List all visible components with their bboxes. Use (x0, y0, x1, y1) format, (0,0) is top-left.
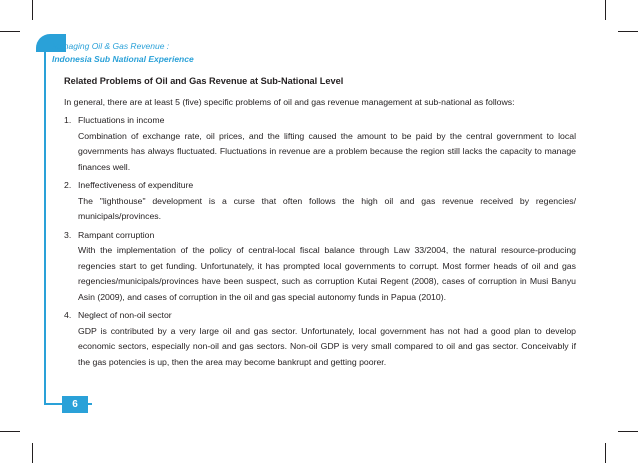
crop-mark-bottom-left-vertical (32, 443, 33, 463)
section-intro: In general, there are at least 5 (five) specific problems of oil and gas revenue management at sub-national as follows: (64, 96, 515, 107)
list-item (64, 113, 576, 175)
list-item-heading: Ineffectiveness of expenditure (78, 180, 194, 190)
section-title: Related Problems of Oil and Gas Revenue at Sub-National Level (64, 76, 344, 86)
list-item-heading: Fluctuations in income (78, 115, 165, 125)
list-item-body: GDP is contributed by a very large oil and gas sector. Unfortunately, local government has not had a good plan to develop economic sectors, especially non-oil and gas sectors. Non-oil GDP is very small compared to oil and gas sector. Conceivably if the gas potencies is up, then the area may become bankrupt and getting poorer. (78, 325, 576, 367)
list-item-number: 2. (64, 180, 72, 190)
running-head (52, 40, 194, 66)
list-item-number: 4. (64, 310, 72, 320)
list-item-heading: Rampant corruption (78, 229, 155, 240)
list-item-body: With the implementation of the policy of central-local fiscal balance through Law 33/2004, the natural resource-producing regencies start to get funding. Unfortunately, it has prompted local governments to corrupt. Most former heads of oil and gas regencies/municipals/provinces have been suspect, such as corruption Kutai Regent (2008), cases of corruption in Musi Banyu Asin (2009), and cases of corruption in the oil and gas special autonomy funds in Papua (2010). (78, 245, 576, 302)
running-head-subtitle: Indonesia Sub National Experience (52, 54, 194, 64)
side-accent-rule (44, 52, 46, 405)
list-item (64, 178, 576, 225)
page-content (64, 74, 576, 373)
list-item-number: 1. (64, 115, 72, 125)
crop-mark-top-left-vertical (32, 0, 33, 20)
list-item (64, 228, 576, 306)
crop-mark-top-left-horizontal (0, 31, 20, 32)
list-item-body: The "lighthouse" development is a curse that often follows the high oil and gas revenue received by regencies/ municipals/provinces. (78, 195, 576, 221)
page-number: 6 (62, 396, 88, 413)
crop-mark-top-right-horizontal (618, 31, 638, 32)
running-head-title: Managing Oil & Gas Revenue : (52, 41, 170, 51)
list-item (64, 308, 576, 370)
list-item-number: 3. (64, 229, 72, 240)
crop-mark-bottom-left-horizontal (0, 431, 20, 432)
crop-mark-bottom-right-vertical (605, 443, 606, 463)
list-item-heading: Neglect of non-oil sector (78, 310, 172, 320)
list-item-body: Combination of exchange rate, oil prices, and the lifting caused the amount to be paid by the central government to local governments has always fluctuated. Fluctuations in revenue are a problem because the region still lacks the capacity to manage finances well. (78, 130, 576, 172)
crop-mark-top-right-vertical (605, 0, 606, 20)
crop-mark-bottom-right-horizontal (618, 431, 638, 432)
